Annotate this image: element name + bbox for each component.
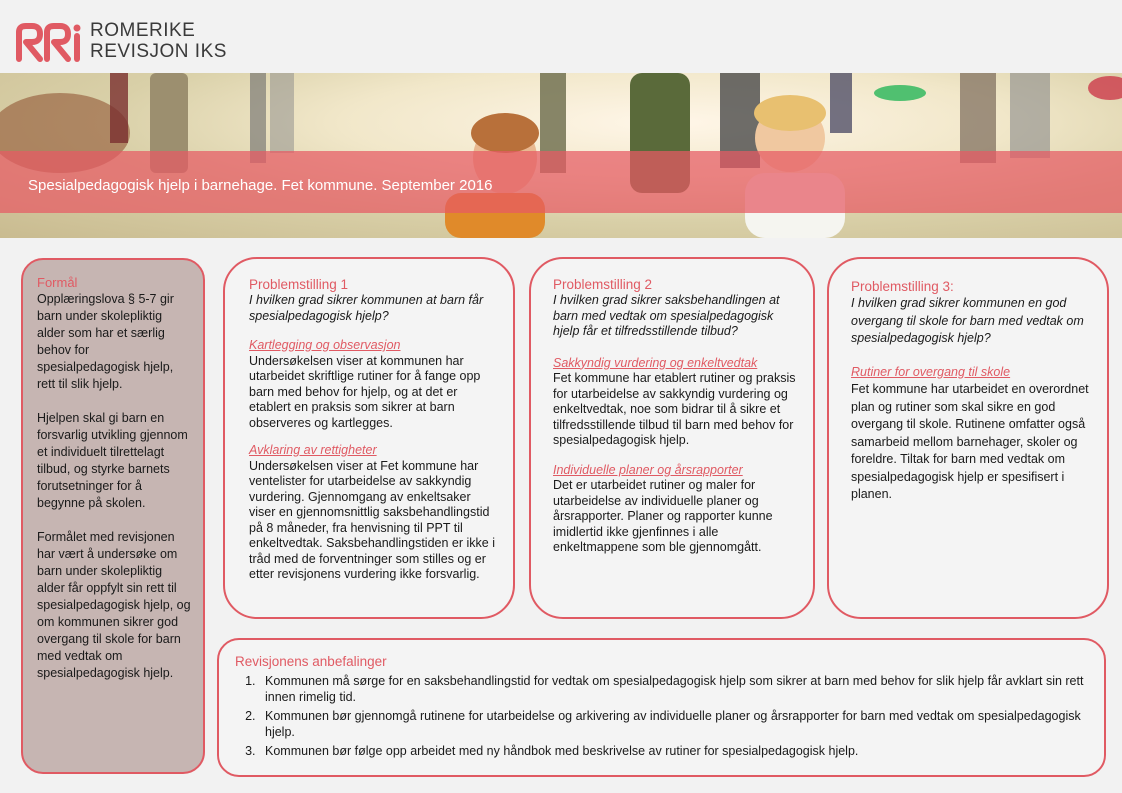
ps1-section2-text: Undersøkelsen viser at Fet kommune har ventelister for utarbeidelse av sakkyndig vurdering. Gjennomgang av enkeltsaker viser en gjennomsnittlig saksbehandlingstid på 8 måneder, fra henvisning til PPT til enkeltvedtak. Saksbehandlingstiden er ikke i tråd med de forventninger som stilles og er etter revisjonens vurdering ikke forsvarlig.	[249, 458, 495, 581]
ps3-section1-text: Fet kommune har utarbeidet en overordnet plan og rutiner som skal sikre en god overgang til skole. Rutinene omfatter også samarbeid mellom barnehager, skoler og foreldre. Tiltak for barn med vedtak om spesialpedagogisk hjelp er spesifisert i planen.	[851, 382, 1089, 501]
anbefalinger-heading: Revisjonens anbefalinger	[235, 654, 387, 669]
banner	[0, 73, 1122, 238]
rri-logo-icon	[14, 22, 84, 62]
ps2-section2-title: Individuelle planer og årsrapporter	[553, 462, 743, 477]
ps3-heading: Problemstilling 3:	[851, 279, 954, 294]
formal-box	[21, 258, 205, 774]
ps2-heading: Problemstilling 2	[553, 277, 653, 292]
anbefalinger-box	[217, 638, 1106, 777]
org-name-line2: REVISJON IKS	[90, 41, 227, 62]
ps1-section1-title: Kartlegging og observasjon	[249, 338, 401, 352]
ps2-section1-title: Sakkyndig vurdering og enkeltvedtak	[553, 355, 758, 370]
formal-paragraph-3: Formålet med revisjonen har vært å undersøke om barn under skolepliktig alder får oppfylt sin rett til spesialpedagogisk hjelp, og om kommunen sikrer god overgang til skole for barn med vedtak om spesialpedagogisk hjelp.	[37, 530, 191, 680]
formal-heading: Formål	[37, 275, 78, 290]
anbefaling-item: 2. Kommunen bør gjennomgå rutinene for utarbeidelse og arkivering av individuelle planer og årsrapporter for barn med vedtak om spesialpedagogisk hjelp.	[259, 708, 1088, 741]
problemstilling-2-card	[529, 257, 815, 619]
org-name	[90, 20, 227, 62]
anbefaling-item: 3. Kommunen bør følge opp arbeidet med ny håndbok med beskrivelse av rutiner for spesialpedagogisk hjelp.	[259, 743, 1088, 760]
ps2-question: I hvilken grad sikrer saksbehandlingen at barn med vedtak om spesialpedagogisk hjelp får et tilfredsstillende tilbud?	[553, 293, 780, 338]
anbefaling-item: 1. Kommunen må sørge for en saksbehandlingstid for vedtak om spesialpedagogisk hjelp som sikrer at barn med behov for slik hjelp får avklart sin rett innen rimelig tid.	[259, 673, 1088, 706]
formal-paragraph-2: Hjelpen skal gi barn en forsvarlig utvikling gjennom et individuelt tilrettelagt tilbud, og styrke barnets forutsetninger for å begynne på skolen.	[37, 411, 188, 510]
org-name-line1: ROMERIKE	[90, 20, 196, 41]
problemstilling-3-card	[827, 257, 1109, 619]
ps3-question: I hvilken grad sikrer kommunen en god overgang til skole for barn med vedtak om spesialpedagogisk hjelp?	[851, 296, 1084, 345]
formal-paragraph-1: Opplæringslova § 5-7 gir barn under skolepliktig alder som har et særlig behov for spesialpedagogisk hjelp, rett til slik hjelp.	[37, 292, 174, 391]
ps2-section1-text: Fet kommune har etablert rutiner og praksis for utarbeidelse av sakkyndig vurdering og enkeltvedtak, noe som bidrar til å sikre et tilfredsstillende tilbud til barn med behov for spesialpedagogisk hjelp.	[553, 371, 796, 447]
ps3-section1-title: Rutiner for overgang til skole	[851, 364, 1011, 379]
problemstilling-1-card	[223, 257, 515, 619]
banner-title: Spesialpedagogisk hjelp i barnehage. Fet kommune. September 2016	[28, 177, 493, 194]
anbefalinger-list	[235, 673, 1088, 760]
ps1-heading: Problemstilling 1	[249, 277, 349, 292]
ps1-question: I hvilken grad sikrer kommunen at barn får spesialpedagogisk hjelp?	[249, 293, 484, 323]
ps1-section1-text: Undersøkelsen viser at kommunen har utarbeidet skriftlige rutiner for å fange opp barn med behov for hjelp, og at det er etablert en praksis som sikrer at barn observeres og kartlegges.	[249, 353, 481, 430]
ps1-section2-title: Avklaring av rettigheter	[249, 443, 377, 457]
ps2-section2-text: Det er utarbeidet rutiner og maler for utarbeidelse av individuelle planer og årsrapporter. Planer og rapporter kunne imidlertid ikke gjenfinnes i alle enkeltmappene som ble gjennomgått.	[553, 478, 773, 554]
